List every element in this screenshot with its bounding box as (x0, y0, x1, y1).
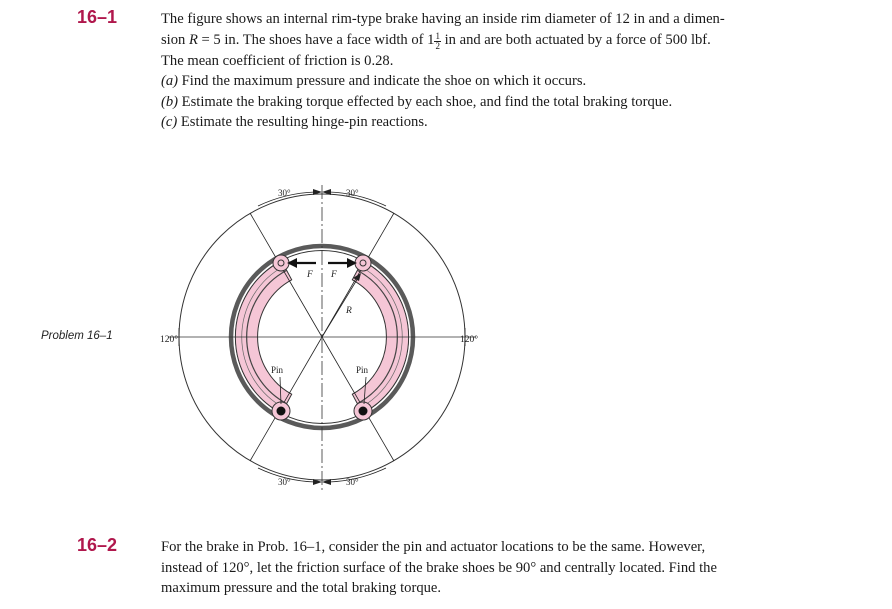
radial-line-bottom-left (250, 337, 322, 461)
angle-label-bottom-left: 30° (278, 477, 291, 487)
angle-label-bottom-right: 30° (346, 477, 359, 487)
problem-16-1-part-c: (c) Estimate the resulting hinge-pin reactions. (161, 114, 428, 131)
problem-16-2-line-2: instead of 120°, let the friction surface of the brake shoes be 90° and centrally located. Find the (161, 559, 717, 576)
radius-dimension-line (322, 278, 358, 337)
pin-label-right: Pin (356, 365, 369, 375)
problem-16-1-text (161, 9, 861, 133)
angle-label-top-left: 30° (278, 188, 291, 198)
problem-number-16-1: 16–1 (77, 7, 118, 27)
problem-16-1-line-3: The mean coefficient of friction is 0.28. (161, 52, 394, 69)
radial-line-bottom-right (322, 337, 394, 461)
force-label-right: F (331, 270, 337, 280)
problem-16-1-part-b: (b) Estimate the braking torque effected by each shoe, and find the total braking torque. (161, 93, 673, 110)
force-label-left: F (307, 270, 313, 280)
problem-16-1-part-a: (a) Find the maximum pressure and indicate the shoe on which it occurs. (161, 73, 587, 90)
problem-16-2-text (161, 537, 861, 599)
figure-caption: Problem 16–1 (41, 330, 113, 342)
left-actuator-pin (273, 255, 289, 271)
right-actuator-pin (355, 255, 371, 271)
problem-number-16-2: 16–2 (77, 535, 118, 555)
left-hinge-pin-center (277, 407, 286, 416)
problem-16-2-line-3: maximum pressure and the total braking torque. (161, 580, 442, 597)
pin-label-left: Pin (271, 365, 284, 375)
angle-label-top-right: 30° (346, 188, 359, 198)
brake-figure (150, 180, 495, 500)
face-width-fraction: $\frac{1}{2}$ (435, 30, 440, 51)
problem-16-1-line-2: sion R = 5 in. The shoes have a face width of 1 $\frac{1}{2}$ in and are both actuated by a force of 500 lbf. (161, 30, 711, 51)
problem-16-2-line-1: For the brake in Prob. 16–1, consider the pin and actuator locations to be the same. However, (161, 539, 706, 555)
radius-label: R (346, 306, 352, 316)
angle-label-right: 120° (460, 335, 479, 345)
right-hinge-pin-center (359, 407, 368, 416)
problem-16-1-line-1: The figure shows an internal rim-type brake having an inside rim diameter of 12 in and a dimen- (161, 11, 725, 27)
angle-label-left: 120° (160, 335, 179, 345)
